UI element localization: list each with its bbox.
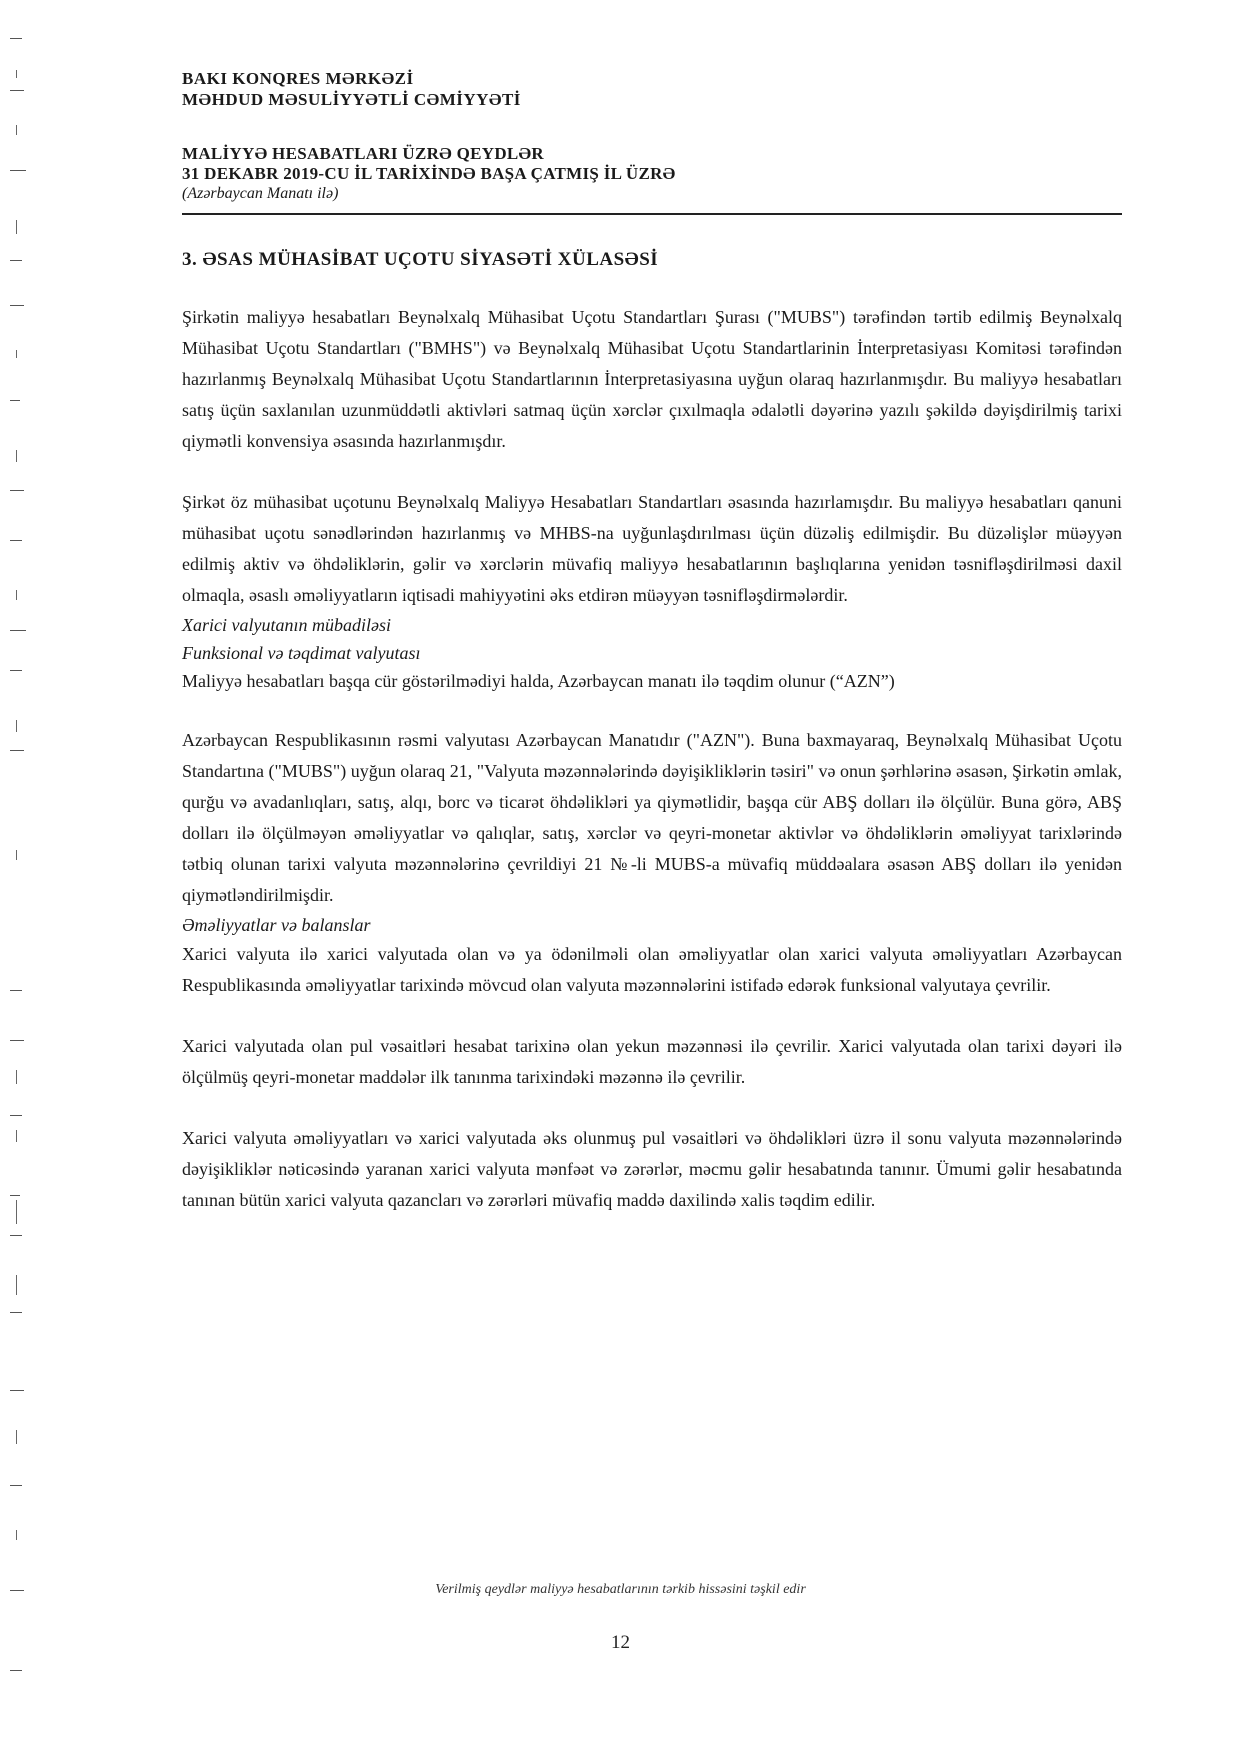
subheading-foreign-currency: Xarici valyutanın mübadiləsi xyxy=(182,615,391,635)
subheading-transactions-balances: Əməliyyatlar və balanslar xyxy=(182,915,371,935)
functional-currency-text: Maliyyə hesabatları başqa cür göstərilmədiyi halda, Azərbaycan manatı ilə təqdim olunur (“AZN”) xyxy=(182,671,895,691)
document-body xyxy=(182,248,1122,1216)
company-name-line-1: BAKI KONQRES MƏRKƏZİ xyxy=(182,69,414,88)
document-header xyxy=(182,68,1122,204)
notes-heading-block xyxy=(182,144,1122,204)
scan-edge-marks xyxy=(6,30,32,1710)
paragraph-fx-transactions: Xarici valyuta ilə xarici valyutada olan və ya ödənilməli olan əməliyyatlar olan xarici valyuta əməliyyatları Azərbaycan Respublikasında əməliyyatlar tarixində mövcud olan valyuta məzənnələrini istifadə edərək funksional valyutaya çevrilir. xyxy=(182,944,1122,995)
subheading-functional-currency: Funksional və təqdimat valyutası xyxy=(182,643,421,663)
header-divider xyxy=(182,213,1122,215)
paragraph-official-currency: Azərbaycan Respublikasının rəsmi valyutası Azərbaycan Manatıdır ("AZN"). Buna baxmayaraq, Beynəlxalq Mühasibat Uçotu Standartına ("MUBS") uyğun olaraq 21, "Valyuta məzənnələrində dəyişikliklərin təsiri" və onun şərhlərinə əsasən, Şirkətin əmlak, qurğu və avadanlıqları, satış, alqı, borc və ticarət öhdəlikləri ya qiymətlidir, başqa cür ABŞ dolları ilə ölçülür. Buna görə, ABŞ dolları ilə ölçülməyən əməliyyatlar və qalıqlar, satış, xərclər və qeyri-monetar aktivlər və öhdəliklərin əməliyyat tarixlərində tətbiq olunan tarixi valyuta məzənnələrinə çevrildiyi 21 №-li MUBS-a müvafiq müddəalara əsasən ABŞ dolları ilə yenidən qiymətləndirilmişdir. xyxy=(182,730,1122,905)
company-name-line-2: MƏHDUD MƏSULİYYƏTLİ CƏMİYYƏTİ xyxy=(182,90,521,109)
paragraph-fx-gains-losses: Xarici valyuta əməliyyatları və xarici valyutada əks olunmuş pul vəsaitləri və öhdəlikləri üzrə il sonu valyuta məzənnələrində dəyişikliklər nəticəsində yaranan xarici valyuta mənfəət və zərərlər, məcmu gəlir hesabatında tanınır. Ümumi gəlir hesabatında tanınan bütün xarici valyuta qazancları və zərərləri müvafiq maddə daxilində xalis təqdim edilir. xyxy=(182,1128,1122,1210)
notes-title: MALİYYƏ HESABATLARI ÜZRƏ QEYDLƏR xyxy=(182,144,544,163)
page-number: 12 xyxy=(611,1632,630,1653)
paragraph-ifrs-adjustments: Şirkət öz mühasibat uçotunu Beynəlxalq Maliyyə Hesabatları Standartları əsasında hazırlamışdır. Bu maliyyə hesabatları qanuni mühasibat uçotu sənədlərindən hazırlanmış və MHBS-na uyğunlaşdırılması üçün düzəliş edilmişdir. Bu düzəlişlər müəyyən edilmiş aktiv və öhdəliklərin, gəlir və xərclərin müvafiq maliyyə hesabatlarının başlıqlarına yenidən təsnifləşdirilməsi daxil olmaqla, əsaslı əməliyyatların iqtisadi mahiyyətini əks etdirən müəyyən təsnifləşdirmələrdir. xyxy=(182,492,1122,605)
paragraph-basis-of-preparation: Şirkətin maliyyə hesabatları Beynəlxalq Mühasibat Uçotu Standartları Şurası ("MUBS") tərəfindən tərtib edilmiş Beynəlxalq Mühasibat Uçotu Standartları ("BMHS") və Beynəlxalq Mühasibat Uçotu Standartlarinin İnterpretasiyası Komitəsi tərəfindən hazırlanmış Beynəlxalq Mühasibat Uçotu Standartlarının İnterpretasiyasına uyğun olaraq hazırlanmışdır. Bu maliyyə hesabatları satış üçün saxlanılan uzunmüddətli aktivləri satmaq üçün xərclər çıxılmaqla ədalətli dəyərinə yazılı şəkildə dəyişdirilmiş tarixi qiymətli konvensiya əsasında hazırlanmışdır. xyxy=(182,307,1122,451)
footer-note: Verilmiş qeydlər maliyyə hesabatlarının tərkib hissəsini təşkil edir xyxy=(435,1582,806,1597)
section-title: 3. ƏSAS MÜHASİBAT UÇOTU SİYASƏTİ XÜLASƏSİ xyxy=(182,249,659,270)
reporting-period: 31 DEKABR 2019-CU İL TARİXİNDƏ BAŞA ÇATMIŞ İL ÜZRƏ xyxy=(182,164,676,183)
currency-note: (Azərbaycan Manatı ilə) xyxy=(182,185,339,202)
paragraph-monetary-items: Xarici valyutada olan pul vəsaitləri hesabat tarixinə olan yekun məzənnəsi ilə çevrilir. Xarici valyutada olan tarixi dəyəri ilə ölçülmüş qeyri-monetar maddələr ilk tanınma tarixindəki məzənnə ilə çevrilir. xyxy=(182,1036,1122,1087)
